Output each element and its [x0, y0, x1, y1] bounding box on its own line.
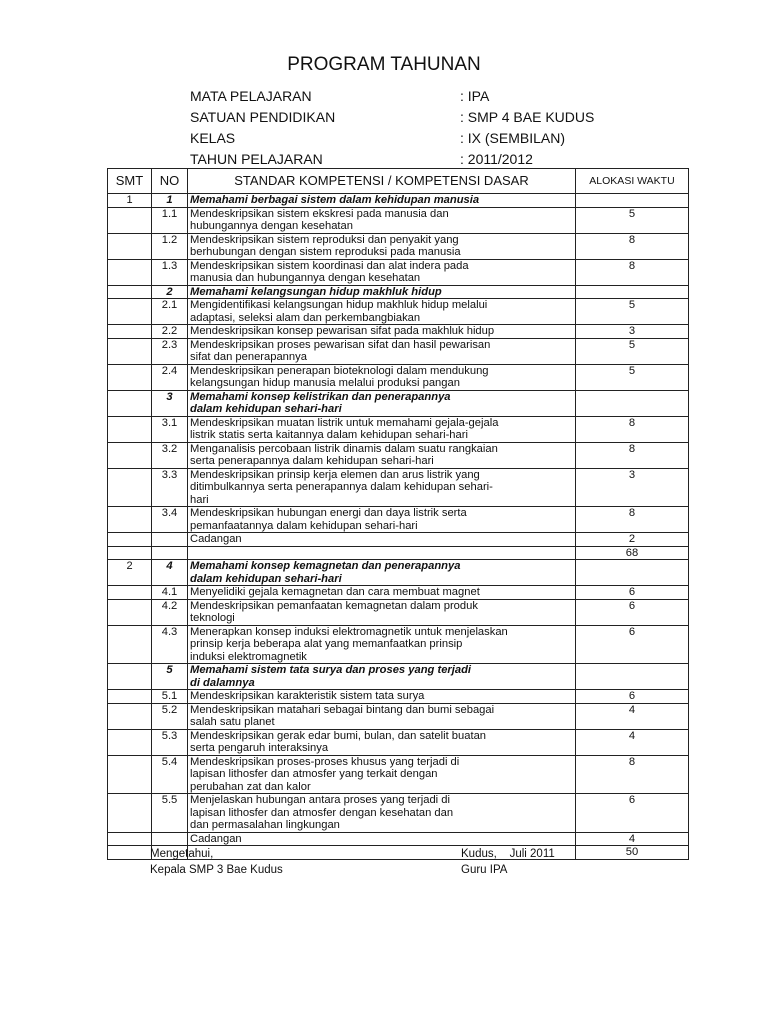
competency-line: prinsip kerja beberapa alat yang memanfaatkan prinsip: [190, 638, 463, 650]
cell-smt: [108, 599, 152, 625]
table-row: [108, 546, 689, 560]
competency-line: Mendeskripsikan sistem reproduksi dan penyakit yang: [190, 233, 459, 246]
footer-right: [461, 846, 555, 878]
cell-smt: [108, 703, 152, 729]
cell-competency: [188, 507, 576, 533]
competency-line: Memahami konsep kelistrikan dan penerapannya: [190, 390, 451, 403]
competency-line: Mendeskripsikan matahari sebagai bintang dan bumi sebagai: [190, 703, 495, 716]
cell-no: [152, 533, 188, 547]
cell-alokasi: [576, 664, 689, 690]
cell-smt: [108, 259, 152, 285]
cell-no: 2.3: [152, 338, 188, 364]
cell-smt: [108, 690, 152, 704]
cell-smt: [108, 625, 152, 664]
header-sk: STANDAR KOMPETENSI / KOMPETENSI DASAR: [188, 169, 576, 194]
cell-alokasi: 4: [576, 703, 689, 729]
cell-competency: [188, 703, 576, 729]
cell-no: 5.4: [152, 755, 188, 794]
footer-right-line: Kudus, Juli 2011: [461, 848, 555, 860]
cell-competency: [188, 560, 576, 586]
table-row: [108, 599, 689, 625]
cell-alokasi: [576, 560, 689, 586]
cell-alokasi: [576, 194, 689, 208]
table-row: [108, 338, 689, 364]
cell-alokasi: 6: [576, 599, 689, 625]
cell-alokasi: 5: [576, 207, 689, 233]
meta-info: [190, 86, 660, 170]
meta-label: TAHUN PELAJARAN: [190, 151, 323, 167]
cell-competency: [188, 599, 576, 625]
competency-line: Mendeskripsikan karakteristik sistem tata surya: [190, 690, 425, 702]
cell-smt: [108, 533, 152, 547]
header-alokasi: ALOKASI WAKTU: [576, 169, 689, 194]
competency-line: lapisan lithosfer dan atmosfer dengan kesehatan dan: [190, 806, 454, 819]
competency-line: Memahami sistem tata surya dan proses yang terjadi: [190, 664, 472, 676]
meta-row: [190, 128, 660, 149]
cell-alokasi: 2: [576, 533, 689, 547]
table-row: [108, 703, 689, 729]
competency-line: Memahami berbagai sistem dalam kehidupan manusia: [190, 194, 480, 206]
cell-no: 1.3: [152, 259, 188, 285]
competency-line: berhubungan dengan sistem reproduksi pada manusia: [190, 246, 461, 258]
cell-smt: [108, 416, 152, 442]
competency-line: Mendeskripsikan gerak edar bumi, bulan, dan satelit buatan: [190, 729, 487, 742]
header-no: NO: [152, 169, 188, 194]
meta-value: : 2011/2012: [460, 151, 533, 167]
cell-smt: [108, 364, 152, 390]
cell-smt: [108, 285, 152, 299]
cell-no: 4: [152, 560, 188, 586]
page-title: PROGRAM TAHUNAN: [287, 54, 481, 75]
cell-no: 3: [152, 390, 188, 416]
cell-no: 5.2: [152, 703, 188, 729]
cell-competency: [188, 533, 576, 547]
table-row: [108, 560, 689, 586]
cell-alokasi: 8: [576, 233, 689, 259]
competency-line: Memahami kelangsungan hidup makhluk hidup: [190, 285, 442, 298]
competency-line: [190, 547, 573, 560]
cell-alokasi: 8: [576, 416, 689, 442]
cell-no: 1.1: [152, 207, 188, 233]
competency-line: Menganalisis percobaan listrik dinamis dalam suatu rangkaian: [190, 442, 498, 455]
competency-line: Mendeskripsikan hubungan energi dan daya listrik serta: [190, 507, 467, 519]
table-header-row: [108, 169, 689, 194]
cell-competency: [188, 832, 576, 846]
meta-row: [190, 149, 660, 170]
cell-no: 5.1: [152, 690, 188, 704]
competency-line: dan permasalahan lingkungan: [190, 819, 340, 831]
cell-competency: [188, 690, 576, 704]
meta-row: [190, 107, 660, 128]
competency-line: Menyelidiki gejala kemagnetan dan cara membuat magnet: [190, 586, 480, 598]
meta-label: SATUAN PENDIDIKAN: [190, 109, 336, 125]
cell-smt: [108, 207, 152, 233]
cell-competency: [188, 416, 576, 442]
cell-competency: [188, 755, 576, 794]
competency-line: Cadangan: [190, 832, 242, 845]
table-row: [108, 442, 689, 468]
table-row: [108, 468, 689, 507]
competency-line: listrik statis serta kaitannya dalam kehidupan sehari-hari: [190, 429, 468, 441]
cell-no: 2.2: [152, 325, 188, 339]
cell-competency: [188, 390, 576, 416]
table-row: [108, 625, 689, 664]
cell-no: 5.5: [152, 794, 188, 833]
cell-no: 2.4: [152, 364, 188, 390]
cell-no: 1: [152, 194, 188, 208]
competency-line: Mendeskripsikan proses-proses khusus yang terjadi di: [190, 755, 460, 768]
table-row: [108, 832, 689, 846]
cell-alokasi: 8: [576, 507, 689, 533]
cell-alokasi: 68: [576, 546, 689, 560]
cell-smt: [108, 390, 152, 416]
competency-line: ditimbulkannya serta penerapannya dalam kehidupan sehari-: [190, 481, 493, 493]
competency-line: di dalamnya: [190, 676, 255, 689]
competency-line: hari: [190, 493, 209, 506]
cell-smt: [108, 729, 152, 755]
cell-alokasi: 4: [576, 832, 689, 846]
cell-smt: [108, 507, 152, 533]
cell-alokasi: 50: [576, 846, 689, 860]
cell-no: 2.1: [152, 299, 188, 325]
cell-alokasi: 6: [576, 690, 689, 704]
table-row: [108, 586, 689, 600]
meta-label: KELAS: [190, 130, 236, 146]
competency-line: induksi elektromagnetik: [190, 650, 307, 663]
footer-left-line: Mengetahui,: [150, 848, 214, 860]
competency-line: salah satu planet: [190, 716, 275, 728]
cell-alokasi: 6: [576, 794, 689, 833]
competency-line: kelangsungan hidup manusia melalui produksi pangan: [190, 377, 460, 389]
competency-line: serta penerapannya dalam kehidupan sehari-hari: [190, 455, 434, 467]
cell-competency: [188, 546, 576, 560]
competency-line: perubahan zat dan kalor: [190, 780, 311, 793]
competency-line: Menjelaskan hubungan antara proses yang terjadi di: [190, 794, 450, 806]
competency-line: pemanfaatannya dalam kehidupan sehari-hari: [190, 519, 418, 532]
cell-no: 3.3: [152, 468, 188, 507]
cell-competency: [188, 194, 576, 208]
footer-right-line: Guru IPA: [461, 864, 508, 876]
table-row: [108, 390, 689, 416]
cell-competency: [188, 299, 576, 325]
cell-smt: [108, 832, 152, 846]
cell-alokasi: 5: [576, 338, 689, 364]
competency-line: Memahami konsep kemagnetan dan penerapannya: [190, 560, 461, 572]
meta-value: : IPA: [460, 88, 490, 104]
program-table: [107, 168, 689, 860]
meta-row: [190, 86, 660, 107]
cell-smt: 1: [108, 194, 152, 208]
competency-line: Mendeskripsikan sistem koordinasi dan alat indera pada: [190, 259, 469, 272]
footer-left-line: Kepala SMP 3 Bae Kudus: [150, 864, 283, 876]
competency-line: dalam kehidupan sehari-hari: [190, 572, 342, 585]
table-row: [108, 194, 689, 208]
table-row: [108, 755, 689, 794]
competency-line: Mendeskripsikan konsep pewarisan sifat pada makhluk hidup: [190, 325, 495, 337]
meta-value: : SMP 4 BAE KUDUS: [460, 109, 595, 125]
cell-competency: [188, 794, 576, 833]
table-row: [108, 259, 689, 285]
cell-competency: [188, 259, 576, 285]
cell-alokasi: 8: [576, 442, 689, 468]
cell-no: 4.3: [152, 625, 188, 664]
table-row: [108, 325, 689, 339]
competency-line: Cadangan: [190, 533, 242, 545]
cell-alokasi: 5: [576, 299, 689, 325]
cell-no: 4.2: [152, 599, 188, 625]
table-row: [108, 664, 689, 690]
table-row: [108, 690, 689, 704]
cell-no: 3.2: [152, 442, 188, 468]
competency-line: lapisan lithosfer dan atmosfer yang terkait dengan: [190, 768, 438, 780]
table-body: [108, 194, 689, 860]
competency-line: Mendeskripsikan muatan listrik untuk memahami gejala-gejala: [190, 416, 499, 429]
cell-competency: [188, 233, 576, 259]
cell-competency: [188, 338, 576, 364]
competency-line: Mendeskripsikan prinsip kerja elemen dan arus listrik yang: [190, 468, 480, 481]
cell-competency: [188, 468, 576, 507]
meta-label: MATA PELAJARAN: [190, 88, 312, 104]
cell-smt: [108, 299, 152, 325]
cell-competency: [188, 207, 576, 233]
cell-competency: [188, 729, 576, 755]
cell-no: [152, 546, 188, 560]
cell-competency: [188, 285, 576, 299]
competency-line: Mengidentifikasi kelangsungan hidup makhluk hidup melalui: [190, 299, 488, 311]
cell-smt: [108, 586, 152, 600]
cell-no: 1.2: [152, 233, 188, 259]
cell-smt: [108, 338, 152, 364]
cell-alokasi: 8: [576, 259, 689, 285]
cell-smt: 2: [108, 560, 152, 586]
cell-competency: [188, 586, 576, 600]
cell-no: [152, 832, 188, 846]
cell-competency: [188, 364, 576, 390]
table-row: [108, 507, 689, 533]
footer-left: [150, 846, 283, 878]
cell-smt: [108, 755, 152, 794]
cell-no: 4.1: [152, 586, 188, 600]
cell-competency: [188, 442, 576, 468]
cell-alokasi: 6: [576, 586, 689, 600]
cell-smt: [108, 468, 152, 507]
cell-smt: [108, 442, 152, 468]
header-smt: SMT: [108, 169, 152, 194]
cell-no: 3.4: [152, 507, 188, 533]
table-row: [108, 233, 689, 259]
competency-line: serta pengaruh interaksinya: [190, 742, 329, 754]
cell-smt: [108, 233, 152, 259]
cell-smt: [108, 325, 152, 339]
competency-line: sifat dan penerapannya: [190, 351, 307, 363]
competency-line: manusia dan hubungannya dengan kesehatan: [190, 272, 421, 284]
cell-competency: [188, 664, 576, 690]
cell-alokasi: 4: [576, 729, 689, 755]
meta-value: : IX (SEMBILAN): [460, 130, 566, 146]
cell-alokasi: 6: [576, 625, 689, 664]
competency-line: Mendeskripsikan penerapan bioteknologi dalam mendukung: [190, 364, 489, 377]
cell-alokasi: [576, 390, 689, 416]
cell-no: 5.3: [152, 729, 188, 755]
cell-competency: [188, 325, 576, 339]
competency-line: dalam kehidupan sehari-hari: [190, 403, 342, 415]
cell-alokasi: 3: [576, 468, 689, 507]
cell-alokasi: 3: [576, 325, 689, 339]
cell-alokasi: 5: [576, 364, 689, 390]
cell-alokasi: [576, 285, 689, 299]
cell-no: 2: [152, 285, 188, 299]
competency-line: hubungannya dengan kesehatan: [190, 220, 353, 232]
competency-line: teknologi: [190, 612, 235, 624]
table-row: [108, 207, 689, 233]
table-row: [108, 533, 689, 547]
cell-alokasi: 8: [576, 755, 689, 794]
competency-line: Mendeskripsikan pemanfaatan kemagnetan dalam produk: [190, 599, 478, 612]
cell-no: 5: [152, 664, 188, 690]
competency-line: adaptasi, seleksi alam dan perkembangbiakan: [190, 311, 421, 324]
table-row: [108, 416, 689, 442]
table-row: [108, 794, 689, 833]
cell-no: 3.1: [152, 416, 188, 442]
table-row: [108, 364, 689, 390]
cell-competency: [188, 625, 576, 664]
competency-line: Mendeskripsikan sistem ekskresi pada manusia dan: [190, 207, 449, 220]
cell-smt: [108, 794, 152, 833]
table-row: [108, 729, 689, 755]
competency-line: Menerapkan konsep induksi elektromagnetik untuk menjelaskan: [190, 625, 508, 638]
cell-smt: [108, 664, 152, 690]
table-row: [108, 299, 689, 325]
table-row: [108, 285, 689, 299]
competency-line: Mendeskripsikan proses pewarisan sifat dan hasil pewarisan: [190, 338, 491, 351]
cell-smt: [108, 846, 152, 860]
cell-smt: [108, 546, 152, 560]
